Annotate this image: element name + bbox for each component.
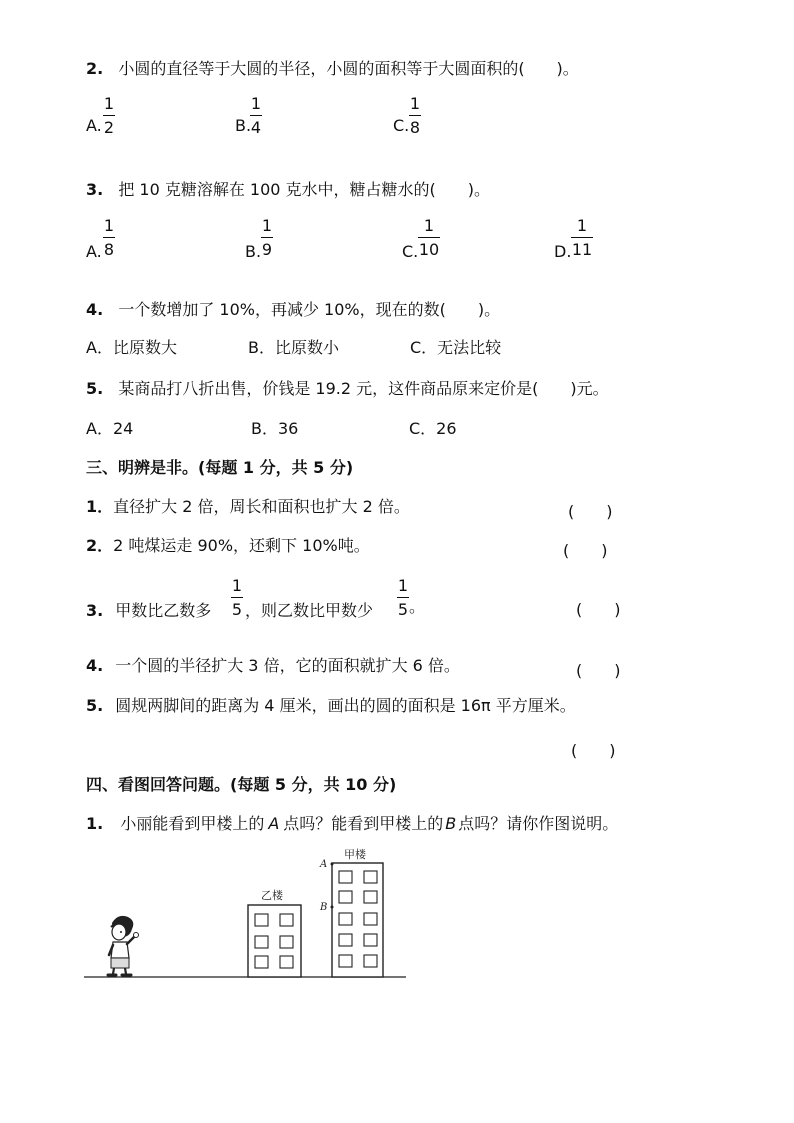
option-fraction: 1 8	[103, 216, 115, 259]
building-jia-label: 甲楼	[344, 848, 366, 861]
judge-item-2: 2．2 吨煤运走 90%，还剩下 10%吨。	[86, 536, 370, 555]
option-text: C．26	[409, 419, 457, 438]
answer-blank[interactable]: ( )	[568, 502, 613, 521]
point-a	[331, 863, 334, 866]
option-fraction: 1 2	[103, 94, 115, 137]
child-figure	[108, 916, 139, 975]
option-fraction: 1 10	[418, 216, 440, 259]
option-fraction: 1 8	[409, 94, 421, 137]
section-3-title: 三、明辨是非。(每题 1 分，共 5 分)	[86, 458, 354, 477]
answer-blank[interactable]: ( )	[576, 661, 621, 680]
question-text: 小圆的直径等于大圆的半径，小圆的面积等于大圆面积的( )。	[118, 59, 579, 78]
question-text: 一个数增加了 10%，再减少 10%，现在的数( )。	[118, 300, 501, 319]
question-4	[86, 302, 500, 318]
answer-blank[interactable]: ( )	[576, 600, 621, 619]
option-label: B.	[245, 242, 262, 261]
judge-item-3: 3. 甲数比乙数多	[86, 601, 212, 620]
judge-item-1: 1．直径扩大 2 倍，周长和面积也扩大 2 倍。	[86, 497, 410, 516]
option-text: C．无法比较	[410, 338, 502, 357]
option-fraction: 1 9	[261, 216, 273, 259]
point-b	[331, 906, 334, 909]
point-a-label: A	[320, 859, 328, 870]
option-label: A.	[86, 242, 102, 261]
judge-item-5: 5. 圆规两脚间的距离为 4 厘米，画出的圆的面积是 16π 平方厘米。	[86, 696, 576, 715]
question-number: 4.	[86, 300, 104, 319]
inline-fraction: 1 5	[231, 576, 243, 619]
answer-blank[interactable]: ( )	[563, 541, 608, 560]
option-fraction: 1 11	[571, 216, 593, 259]
judge-item-4: 4. 一个圆的半径扩大 3 倍，它的面积就扩大 6 倍。	[86, 656, 460, 675]
option-label: A.	[86, 116, 102, 135]
option-text: A．24	[86, 419, 134, 438]
building-figure	[82, 843, 412, 983]
question-text: 某商品打八折出售，价钱是 19.2 元，这件商品原来定价是( )元。	[118, 379, 609, 398]
question-2	[86, 61, 579, 77]
question-5	[86, 381, 609, 397]
judge-item-3-cont: ，则乙数比甲数少	[245, 601, 374, 620]
building-yi-label: 乙楼	[261, 889, 283, 902]
inline-fraction: 1 5	[397, 576, 409, 619]
option-text: B．36	[251, 419, 299, 438]
option-label: B.	[235, 116, 252, 135]
option-fraction: 1 4	[250, 94, 262, 137]
option-label: C.	[402, 242, 419, 261]
point-b-label: B	[320, 902, 328, 913]
option-label: D.	[554, 242, 572, 261]
question-number: 2.	[86, 59, 104, 78]
judge-item-3-end: 。	[409, 597, 426, 616]
question-number: 5.	[86, 379, 104, 398]
question-3	[86, 182, 490, 198]
option-text: B．比原数小	[248, 338, 339, 357]
question-number: 3.	[86, 180, 104, 199]
answer-blank[interactable]: ( )	[571, 741, 616, 760]
question-text: 把 10 克糖溶解在 100 克水中，糖占糖水的( )。	[118, 180, 491, 199]
option-text: A．比原数大	[86, 338, 177, 357]
figure-question-1: 1. 小丽能看到甲楼上的 A 点吗？能看到甲楼上的 B 点吗？请你作图说明。	[86, 814, 619, 833]
section-4-title: 四、看图回答问题。(每题 5 分，共 10 分)	[86, 775, 397, 794]
option-label: C.	[393, 116, 410, 135]
